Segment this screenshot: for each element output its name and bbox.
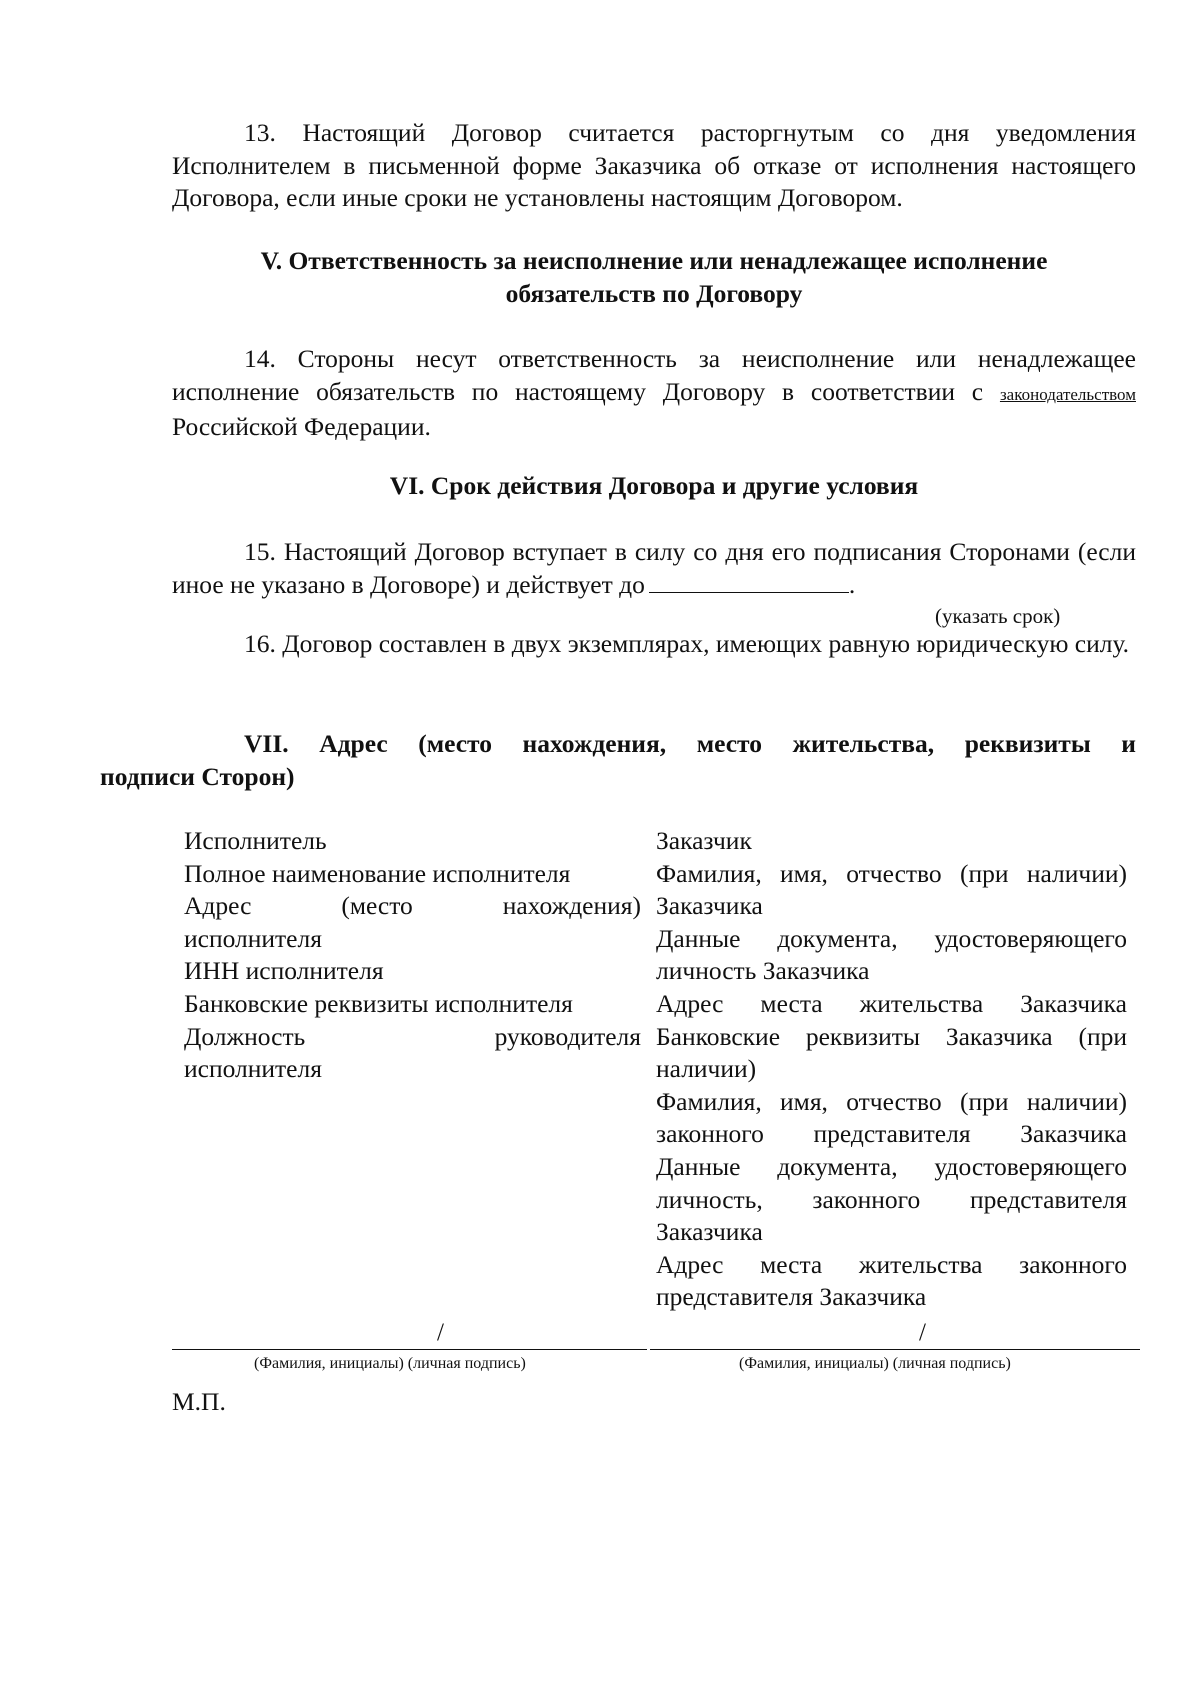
section-7-heading-line-2: подписи Сторон)	[100, 761, 295, 791]
customer-signature-slash: /	[919, 1319, 926, 1346]
customer-line: законного представителя Заказчика	[656, 1119, 1127, 1149]
customer-line: личность Заказчика	[656, 956, 870, 986]
paragraph-16: 16. Договор составлен в двух экземплярах, имеющих равную юридическую силу.	[244, 629, 1130, 658]
customer-signature-caption: (Фамилия, инициалы) (личная подпись)	[739, 1355, 1011, 1372]
customer-line: Данные документа, удостоверяющего	[656, 923, 1127, 953]
executor-column	[184, 825, 641, 1086]
customer-line: Заказчика	[656, 1217, 763, 1247]
section-5-heading-line-1: V. Ответственность за неисполнение или ненадлежащее исполнение	[260, 246, 1048, 275]
section-5-heading	[172, 245, 1136, 310]
executor-signature-line[interactable]	[172, 1349, 647, 1350]
paragraph-15-text: 15. Настоящий Договор вступает в силу со дня его подписания Сторонами (если иное не указано в Договоре) и действует до	[172, 537, 1136, 599]
term-blank-field[interactable]	[649, 570, 849, 593]
customer-line: представителя Заказчика	[656, 1282, 927, 1312]
customer-line: наличии)	[656, 1054, 757, 1084]
customer-line: Адрес места жительства Заказчика	[656, 988, 1127, 1018]
customer-line: Фамилия, имя, отчество (при наличии)	[656, 858, 1127, 888]
executor-title: Исполнитель	[184, 826, 327, 855]
paragraph-14-text: 14. Стороны несут ответственность за неисполнение или ненадлежащее исполнение обязательств по настоящему Договору в соответствии с	[172, 344, 1136, 406]
customer-line: Фамилия, имя, отчество (при наличии)	[656, 1086, 1127, 1116]
stamp-place: М.П.	[172, 1387, 226, 1416]
executor-line: Адрес (место нахождения)	[184, 891, 641, 921]
paragraph-13: 13. Настоящий Договор считается расторгнутым со дня уведомления Исполнителем в письменной форме Заказчика об отказе от исполнения настоящего Договора, если иные сроки не установлены настоящим Договором.	[172, 118, 1136, 212]
executor-signature-slash: /	[437, 1319, 444, 1346]
customer-line: личность, законного представителя	[656, 1184, 1127, 1214]
executor-signature-caption: (Фамилия, инициалы) (личная подпись)	[254, 1355, 526, 1372]
customer-title: Заказчик	[656, 826, 752, 855]
paragraph-14-end: Российской Федерации.	[172, 412, 431, 441]
paragraph-14	[172, 343, 1136, 444]
customer-line: Данные документа, удостоверяющего	[656, 1151, 1127, 1181]
section-7-heading	[100, 728, 1136, 793]
executor-line: ИНН исполнителя	[184, 956, 384, 986]
section-5-heading-line-2: обязательств по Договору	[505, 278, 803, 308]
legislation-link[interactable]: законодательством	[999, 384, 1136, 404]
executor-line: исполнителя	[184, 1054, 322, 1084]
customer-line: Адрес места жительства законного	[656, 1249, 1127, 1279]
section-7-heading-line-1: VII. Адрес (место нахождения, место жительства, реквизиты и	[244, 729, 1136, 758]
paragraph-15	[172, 536, 1136, 601]
customer-line: Заказчика	[656, 891, 763, 921]
customer-signature-line[interactable]	[650, 1349, 1140, 1350]
executor-line: Должность руководителя	[184, 1021, 641, 1051]
executor-line: Полное наименование исполнителя	[184, 858, 571, 888]
paragraph-15-period: .	[848, 569, 856, 599]
executor-line: Банковские реквизиты исполнителя	[184, 988, 573, 1018]
term-hint: (указать срок)	[935, 604, 1061, 628]
customer-line: Банковские реквизиты Заказчика (при	[656, 1021, 1127, 1051]
customer-column	[656, 825, 1127, 1314]
executor-line: исполнителя	[184, 923, 322, 953]
section-6-heading: VI. Срок действия Договора и другие условия	[389, 471, 919, 500]
